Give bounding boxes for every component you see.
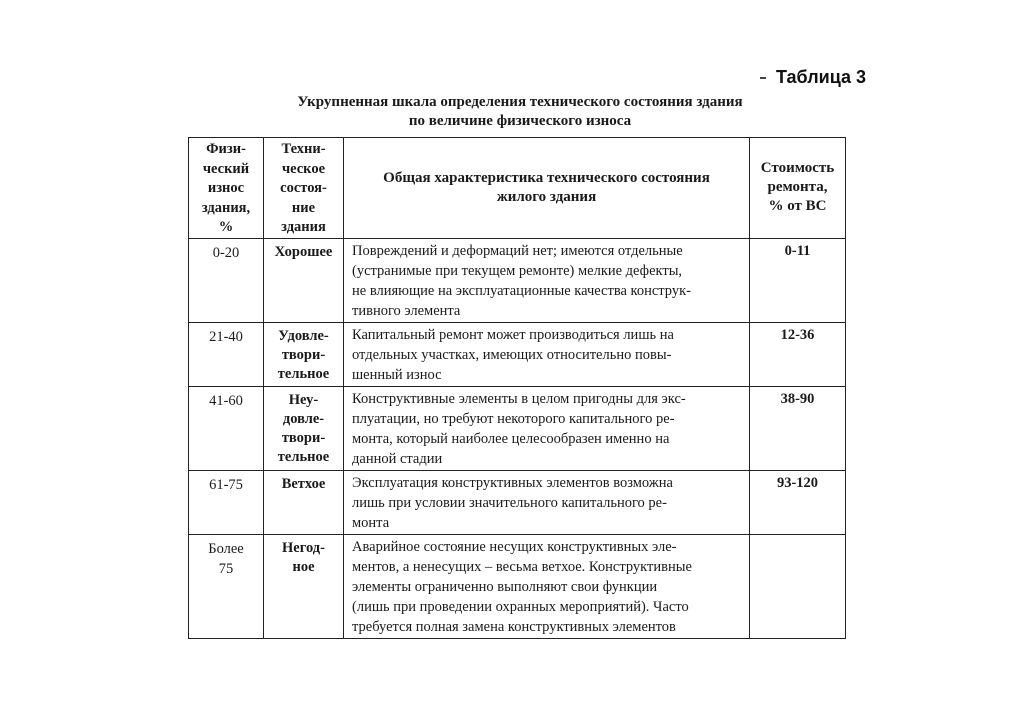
wear-range: 21-40	[209, 328, 243, 345]
description-line: плуатации, но требуют некоторого капитального ре-	[352, 410, 675, 427]
description-line: Капитальный ремонт может производиться лишь на	[352, 326, 674, 343]
description-cell	[344, 470, 750, 534]
description-line: Аварийное состояние несущих конструктивных эле-	[352, 538, 677, 555]
state-label: Ветхое	[281, 475, 326, 492]
wear-range-cell	[189, 534, 264, 638]
header-cost-line: ремонта,	[767, 179, 828, 196]
wear-range: Более	[208, 540, 244, 557]
state-label: Негод-	[282, 539, 325, 556]
description-line: элементы ограниченно выполняют свои функции	[352, 578, 658, 595]
state-cell	[264, 534, 344, 638]
header-wear	[189, 138, 264, 239]
wear-range-cell	[189, 470, 264, 534]
description-cell	[344, 534, 750, 638]
table-row	[189, 238, 846, 322]
table-row	[189, 470, 846, 534]
header-state	[264, 138, 344, 239]
header-state-line: состоя-	[280, 180, 327, 196]
header-wear-line: ческий	[202, 160, 250, 177]
description-line: шенный износ	[352, 366, 442, 383]
state-label: Удовле-	[278, 327, 329, 344]
cost-cell: 0-11	[750, 238, 846, 322]
state-cell	[264, 470, 344, 534]
description-line: отдельных участках, имеющих относительно повы-	[352, 346, 672, 363]
state-label: тельное	[277, 365, 330, 382]
header-row	[189, 138, 846, 239]
caption-line-2: по величине физического износа	[408, 113, 632, 129]
header-description-line: Общая характеристика технического состояния	[383, 169, 710, 186]
header-cost-line: Стоимость	[760, 160, 835, 177]
description-cell	[344, 238, 750, 322]
description-line: (лишь при проведении охранных мероприятий). Часто	[352, 598, 689, 615]
header-state-line: ние	[291, 199, 316, 216]
description-line: данной стадии	[352, 450, 443, 467]
cost-cell	[750, 534, 846, 638]
wear-range: 0-20	[212, 244, 240, 261]
description-line: Эксплуатация конструктивных элементов возможна	[352, 474, 673, 491]
header-state-line: ческое	[281, 160, 326, 177]
state-label: Неу-	[288, 391, 319, 408]
state-label: ное	[292, 558, 315, 575]
state-label: тельное	[277, 448, 330, 465]
description-line: не влияющие на эксплуатационные качества конструк-	[352, 282, 691, 299]
header-wear-line: Физи-	[206, 141, 246, 157]
description-line: лишь при условии значительного капитального ре-	[352, 494, 667, 511]
description-line: монта	[352, 514, 390, 531]
header-state-line: Техни-	[281, 141, 326, 157]
state-label: Хорошее	[274, 243, 333, 260]
wear-range: 75	[218, 560, 234, 577]
header-wear-line: здания,	[201, 199, 251, 216]
description-line: требуется полная замена конструктивных элементов	[352, 618, 676, 635]
caption-line-1: Укрупненная шкала определения технического состояния здания	[297, 94, 743, 110]
cost-cell: 93-120	[750, 470, 846, 534]
description-line: Повреждений и деформаций нет; имеются отдельные	[352, 242, 683, 259]
description-line: ментов, а ненесущих – весьма ветхое. Конструктивные	[352, 558, 692, 575]
wear-range-cell	[189, 386, 264, 470]
wear-range-cell	[189, 322, 264, 386]
table-row	[189, 534, 846, 638]
header-cost-line: % от ВС	[768, 198, 827, 215]
state-cell	[264, 322, 344, 386]
wear-range-cell	[189, 238, 264, 322]
state-cell	[264, 238, 344, 322]
table-row	[189, 386, 846, 470]
header-description	[344, 138, 750, 239]
header-description-line: жилого здания	[496, 188, 597, 205]
description-cell	[344, 386, 750, 470]
description-cell	[344, 322, 750, 386]
header-wear-line: %	[218, 219, 234, 235]
wear-range: 61-75	[209, 476, 243, 493]
description-line: (устранимые при текущем ремонте) мелкие дефекты,	[352, 262, 683, 279]
state-label: довле-	[282, 410, 325, 427]
description-line: тивного элемента	[352, 302, 461, 319]
cost-cell: 12-36	[750, 322, 846, 386]
technical-condition-table	[188, 137, 846, 639]
description-line: монта, который наиболее целесообразен именно на	[352, 430, 670, 447]
header-cost	[750, 138, 846, 239]
dash-mark	[760, 77, 766, 79]
wear-range: 41-60	[209, 392, 243, 409]
table-number-label: Таблица 3	[776, 67, 867, 87]
state-cell	[264, 386, 344, 470]
header-state-line: здания	[281, 219, 326, 235]
cost-cell: 38-90	[750, 386, 846, 470]
state-label: твори-	[281, 346, 326, 363]
header-wear-line: износ	[207, 180, 245, 196]
description-line: Конструктивные элементы в целом пригодны для экс-	[352, 390, 686, 407]
state-label: твори-	[281, 429, 326, 446]
table-row	[189, 322, 846, 386]
